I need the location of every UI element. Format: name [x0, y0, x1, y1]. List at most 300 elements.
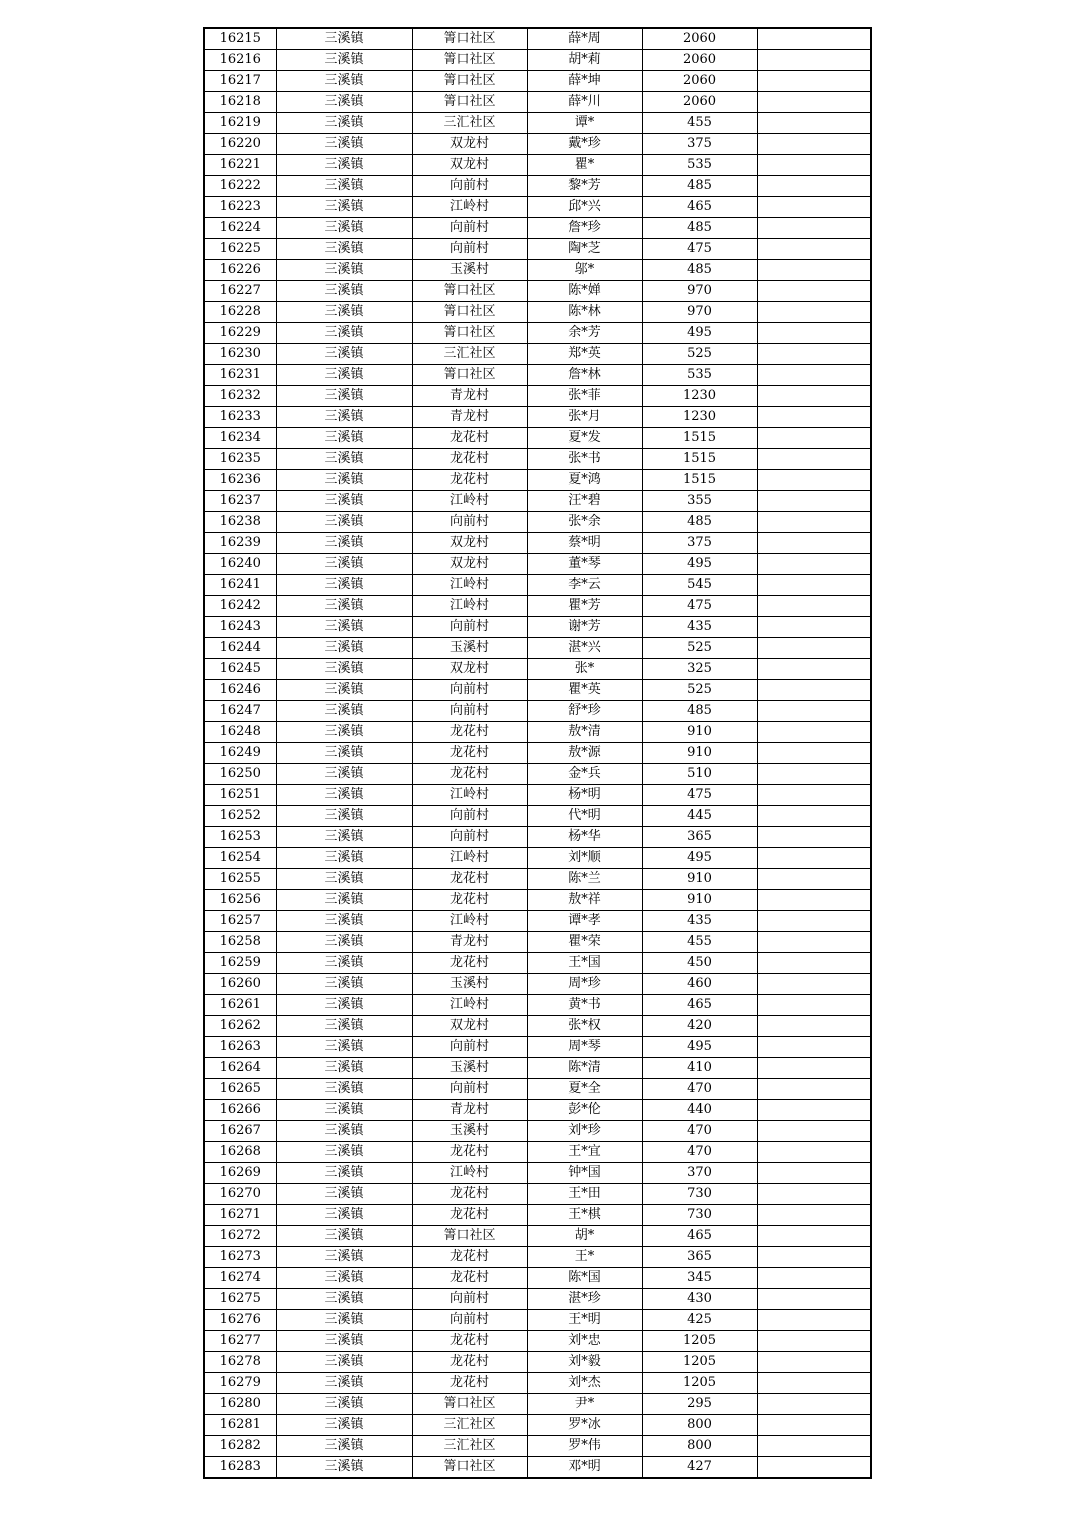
table-row [204, 1352, 871, 1373]
row-id-cell: 16277 [204, 1331, 276, 1352]
town-cell: 三溪镇 [276, 323, 412, 344]
amount-cell: 460 [642, 974, 757, 995]
name-cell: 刘*毅 [527, 1352, 642, 1373]
table-row [204, 1058, 871, 1079]
amount-cell: 435 [642, 911, 757, 932]
amount-cell: 375 [642, 533, 757, 554]
row-id-cell: 16216 [204, 50, 276, 71]
name-cell: 瞿*英 [527, 680, 642, 701]
town-cell: 三溪镇 [276, 869, 412, 890]
amount-cell: 800 [642, 1436, 757, 1457]
village-cell: 江岭村 [412, 995, 527, 1016]
amount-cell: 465 [642, 1226, 757, 1247]
table-row [204, 785, 871, 806]
row-id-cell: 16234 [204, 428, 276, 449]
row-id-cell: 16269 [204, 1163, 276, 1184]
town-cell: 三溪镇 [276, 155, 412, 176]
town-cell: 三溪镇 [276, 995, 412, 1016]
amount-cell: 1230 [642, 407, 757, 428]
village-cell: 青龙村 [412, 1100, 527, 1121]
town-cell: 三溪镇 [276, 1373, 412, 1394]
town-cell: 三溪镇 [276, 1394, 412, 1415]
town-cell: 三溪镇 [276, 113, 412, 134]
row-id-cell: 16220 [204, 134, 276, 155]
village-cell: 玉溪村 [412, 1058, 527, 1079]
village-cell: 龙花村 [412, 1184, 527, 1205]
village-cell: 向前村 [412, 512, 527, 533]
village-cell: 青龙村 [412, 386, 527, 407]
village-cell: 向前村 [412, 218, 527, 239]
remark-cell [757, 680, 871, 701]
table-row [204, 1142, 871, 1163]
table-row [204, 1184, 871, 1205]
amount-cell: 495 [642, 1037, 757, 1058]
amount-cell: 475 [642, 239, 757, 260]
table-row [204, 428, 871, 449]
row-id-cell: 16233 [204, 407, 276, 428]
name-cell: 王* [527, 1247, 642, 1268]
table-row [204, 1247, 871, 1268]
village-cell: 向前村 [412, 806, 527, 827]
remark-cell [757, 470, 871, 491]
town-cell: 三溪镇 [276, 974, 412, 995]
table-row [204, 827, 871, 848]
amount-cell: 730 [642, 1205, 757, 1226]
town-cell: 三溪镇 [276, 260, 412, 281]
town-cell: 三溪镇 [276, 28, 412, 50]
remark-cell [757, 1352, 871, 1373]
row-id-cell: 16262 [204, 1016, 276, 1037]
remark-cell [757, 1226, 871, 1247]
name-cell: 钟*国 [527, 1163, 642, 1184]
town-cell: 三溪镇 [276, 512, 412, 533]
table-row [204, 953, 871, 974]
table-row [204, 92, 871, 113]
amount-cell: 345 [642, 1268, 757, 1289]
table-row [204, 1079, 871, 1100]
remark-cell [757, 512, 871, 533]
row-id-cell: 16264 [204, 1058, 276, 1079]
amount-cell: 365 [642, 827, 757, 848]
amount-cell: 325 [642, 659, 757, 680]
remark-cell [757, 155, 871, 176]
village-cell: 向前村 [412, 1079, 527, 1100]
village-cell: 江岭村 [412, 575, 527, 596]
village-cell: 箐口社区 [412, 365, 527, 386]
village-cell: 向前村 [412, 680, 527, 701]
row-id-cell: 16268 [204, 1142, 276, 1163]
remark-cell [757, 554, 871, 575]
remark-cell [757, 344, 871, 365]
remark-cell [757, 1184, 871, 1205]
name-cell: 敖*清 [527, 722, 642, 743]
village-cell: 三汇社区 [412, 344, 527, 365]
amount-cell: 730 [642, 1184, 757, 1205]
town-cell: 三溪镇 [276, 281, 412, 302]
table-row [204, 764, 871, 785]
town-cell: 三溪镇 [276, 764, 412, 785]
name-cell: 黎*芳 [527, 176, 642, 197]
village-cell: 龙花村 [412, 470, 527, 491]
table-row [204, 323, 871, 344]
name-cell: 谭* [527, 113, 642, 134]
village-cell: 箐口社区 [412, 1457, 527, 1479]
town-cell: 三溪镇 [276, 701, 412, 722]
amount-cell: 465 [642, 995, 757, 1016]
remark-cell [757, 890, 871, 911]
town-cell: 三溪镇 [276, 407, 412, 428]
remark-cell [757, 1247, 871, 1268]
amount-cell: 2060 [642, 71, 757, 92]
name-cell: 张*书 [527, 449, 642, 470]
table-row [204, 512, 871, 533]
village-cell: 双龙村 [412, 554, 527, 575]
town-cell: 三溪镇 [276, 1415, 412, 1436]
village-cell: 江岭村 [412, 911, 527, 932]
name-cell: 舒*珍 [527, 701, 642, 722]
town-cell: 三溪镇 [276, 806, 412, 827]
row-id-cell: 16241 [204, 575, 276, 596]
row-id-cell: 16260 [204, 974, 276, 995]
table-row [204, 1457, 871, 1479]
town-cell: 三溪镇 [276, 1142, 412, 1163]
table-row [204, 533, 871, 554]
amount-cell: 475 [642, 596, 757, 617]
name-cell: 余*芳 [527, 323, 642, 344]
town-cell: 三溪镇 [276, 1037, 412, 1058]
amount-cell: 525 [642, 344, 757, 365]
amount-cell: 910 [642, 890, 757, 911]
amount-cell: 910 [642, 743, 757, 764]
remark-cell [757, 71, 871, 92]
row-id-cell: 16215 [204, 28, 276, 50]
name-cell: 董*琴 [527, 554, 642, 575]
town-cell: 三溪镇 [276, 575, 412, 596]
remark-cell [757, 974, 871, 995]
town-cell: 三溪镇 [276, 1268, 412, 1289]
data-table [203, 27, 872, 1479]
remark-cell [757, 1289, 871, 1310]
town-cell: 三溪镇 [276, 365, 412, 386]
name-cell: 瞿*芳 [527, 596, 642, 617]
town-cell: 三溪镇 [276, 428, 412, 449]
table-row [204, 617, 871, 638]
town-cell: 三溪镇 [276, 176, 412, 197]
remark-cell [757, 1331, 871, 1352]
amount-cell: 495 [642, 848, 757, 869]
town-cell: 三溪镇 [276, 1331, 412, 1352]
name-cell: 张*权 [527, 1016, 642, 1037]
remark-cell [757, 638, 871, 659]
town-cell: 三溪镇 [276, 554, 412, 575]
row-id-cell: 16276 [204, 1310, 276, 1331]
town-cell: 三溪镇 [276, 1457, 412, 1479]
table-row [204, 155, 871, 176]
town-cell: 三溪镇 [276, 533, 412, 554]
table-row [204, 407, 871, 428]
row-id-cell: 16243 [204, 617, 276, 638]
table-row [204, 1163, 871, 1184]
amount-cell: 410 [642, 1058, 757, 1079]
name-cell: 张*余 [527, 512, 642, 533]
town-cell: 三溪镇 [276, 1289, 412, 1310]
town-cell: 三溪镇 [276, 785, 412, 806]
row-id-cell: 16250 [204, 764, 276, 785]
name-cell: 王*明 [527, 1310, 642, 1331]
amount-cell: 440 [642, 1100, 757, 1121]
remark-cell [757, 1163, 871, 1184]
name-cell: 刘*顺 [527, 848, 642, 869]
row-id-cell: 16236 [204, 470, 276, 491]
amount-cell: 910 [642, 869, 757, 890]
village-cell: 向前村 [412, 1310, 527, 1331]
row-id-cell: 16274 [204, 1268, 276, 1289]
village-cell: 箐口社区 [412, 323, 527, 344]
table-row [204, 743, 871, 764]
name-cell: 杨*明 [527, 785, 642, 806]
town-cell: 三溪镇 [276, 1205, 412, 1226]
village-cell: 双龙村 [412, 659, 527, 680]
amount-cell: 495 [642, 554, 757, 575]
remark-cell [757, 365, 871, 386]
table-row [204, 701, 871, 722]
remark-cell [757, 869, 871, 890]
village-cell: 双龙村 [412, 134, 527, 155]
table-row [204, 1100, 871, 1121]
remark-cell [757, 386, 871, 407]
name-cell: 胡*莉 [527, 50, 642, 71]
row-id-cell: 16279 [204, 1373, 276, 1394]
town-cell: 三溪镇 [276, 92, 412, 113]
town-cell: 三溪镇 [276, 1247, 412, 1268]
amount-cell: 2060 [642, 50, 757, 71]
row-id-cell: 16219 [204, 113, 276, 134]
row-id-cell: 16237 [204, 491, 276, 512]
table-row [204, 386, 871, 407]
village-cell: 箐口社区 [412, 1394, 527, 1415]
row-id-cell: 16232 [204, 386, 276, 407]
amount-cell: 430 [642, 1289, 757, 1310]
row-id-cell: 16252 [204, 806, 276, 827]
row-id-cell: 16256 [204, 890, 276, 911]
village-cell: 龙花村 [412, 1205, 527, 1226]
town-cell: 三溪镇 [276, 302, 412, 323]
table-row [204, 1373, 871, 1394]
village-cell: 三汇社区 [412, 113, 527, 134]
row-id-cell: 16227 [204, 281, 276, 302]
row-id-cell: 16266 [204, 1100, 276, 1121]
amount-cell: 525 [642, 680, 757, 701]
village-cell: 龙花村 [412, 1268, 527, 1289]
amount-cell: 1205 [642, 1331, 757, 1352]
table-row [204, 218, 871, 239]
row-id-cell: 16224 [204, 218, 276, 239]
remark-cell [757, 848, 871, 869]
table-row [204, 1205, 871, 1226]
village-cell: 向前村 [412, 239, 527, 260]
table-row [204, 1037, 871, 1058]
remark-cell [757, 1394, 871, 1415]
name-cell: 罗*伟 [527, 1436, 642, 1457]
name-cell: 王*田 [527, 1184, 642, 1205]
remark-cell [757, 428, 871, 449]
village-cell: 箐口社区 [412, 28, 527, 50]
village-cell: 箐口社区 [412, 50, 527, 71]
remark-cell [757, 722, 871, 743]
table-row [204, 659, 871, 680]
amount-cell: 970 [642, 281, 757, 302]
name-cell: 谢*芳 [527, 617, 642, 638]
table-row [204, 197, 871, 218]
amount-cell: 1515 [642, 449, 757, 470]
remark-cell [757, 1142, 871, 1163]
row-id-cell: 16247 [204, 701, 276, 722]
remark-cell [757, 533, 871, 554]
amount-cell: 485 [642, 512, 757, 533]
amount-cell: 470 [642, 1079, 757, 1100]
amount-cell: 475 [642, 785, 757, 806]
row-id-cell: 16280 [204, 1394, 276, 1415]
amount-cell: 485 [642, 701, 757, 722]
village-cell: 龙花村 [412, 1142, 527, 1163]
town-cell: 三溪镇 [276, 344, 412, 365]
village-cell: 玉溪村 [412, 260, 527, 281]
town-cell: 三溪镇 [276, 1184, 412, 1205]
name-cell: 陈*国 [527, 1268, 642, 1289]
name-cell: 张*菲 [527, 386, 642, 407]
village-cell: 三汇社区 [412, 1436, 527, 1457]
name-cell: 陈*婵 [527, 281, 642, 302]
amount-cell: 445 [642, 806, 757, 827]
row-id-cell: 16235 [204, 449, 276, 470]
row-id-cell: 16259 [204, 953, 276, 974]
table-row [204, 869, 871, 890]
row-id-cell: 16265 [204, 1079, 276, 1100]
amount-cell: 1205 [642, 1373, 757, 1394]
name-cell: 王*棋 [527, 1205, 642, 1226]
remark-cell [757, 1373, 871, 1394]
remark-cell [757, 260, 871, 281]
village-cell: 江岭村 [412, 785, 527, 806]
amount-cell: 295 [642, 1394, 757, 1415]
town-cell: 三溪镇 [276, 827, 412, 848]
name-cell: 罗*冰 [527, 1415, 642, 1436]
row-id-cell: 16253 [204, 827, 276, 848]
name-cell: 瞿* [527, 155, 642, 176]
name-cell: 夏*全 [527, 1079, 642, 1100]
row-id-cell: 16278 [204, 1352, 276, 1373]
row-id-cell: 16273 [204, 1247, 276, 1268]
town-cell: 三溪镇 [276, 1079, 412, 1100]
row-id-cell: 16257 [204, 911, 276, 932]
amount-cell: 450 [642, 953, 757, 974]
town-cell: 三溪镇 [276, 1310, 412, 1331]
village-cell: 箐口社区 [412, 281, 527, 302]
name-cell: 蔡*明 [527, 533, 642, 554]
remark-cell [757, 1415, 871, 1436]
row-id-cell: 16240 [204, 554, 276, 575]
row-id-cell: 16282 [204, 1436, 276, 1457]
table-row [204, 365, 871, 386]
amount-cell: 470 [642, 1121, 757, 1142]
town-cell: 三溪镇 [276, 617, 412, 638]
remark-cell [757, 113, 871, 134]
table-row [204, 806, 871, 827]
table-row [204, 134, 871, 155]
town-cell: 三溪镇 [276, 932, 412, 953]
town-cell: 三溪镇 [276, 743, 412, 764]
village-cell: 江岭村 [412, 491, 527, 512]
remark-cell [757, 953, 871, 974]
remark-cell [757, 764, 871, 785]
village-cell: 江岭村 [412, 596, 527, 617]
name-cell: 詹*珍 [527, 218, 642, 239]
village-cell: 龙花村 [412, 1352, 527, 1373]
village-cell: 龙花村 [412, 890, 527, 911]
town-cell: 三溪镇 [276, 848, 412, 869]
amount-cell: 435 [642, 617, 757, 638]
amount-cell: 425 [642, 1310, 757, 1331]
row-id-cell: 16248 [204, 722, 276, 743]
amount-cell: 485 [642, 218, 757, 239]
table-row [204, 911, 871, 932]
row-id-cell: 16218 [204, 92, 276, 113]
row-id-cell: 16229 [204, 323, 276, 344]
name-cell: 陶*芝 [527, 239, 642, 260]
village-cell: 箐口社区 [412, 71, 527, 92]
town-cell: 三溪镇 [276, 911, 412, 932]
village-cell: 龙花村 [412, 1247, 527, 1268]
remark-cell [757, 911, 871, 932]
amount-cell: 1515 [642, 428, 757, 449]
name-cell: 谭*孝 [527, 911, 642, 932]
table-row [204, 1394, 871, 1415]
row-id-cell: 16221 [204, 155, 276, 176]
row-id-cell: 16272 [204, 1226, 276, 1247]
name-cell: 刘*珍 [527, 1121, 642, 1142]
remark-cell [757, 575, 871, 596]
remark-cell [757, 995, 871, 1016]
remark-cell [757, 28, 871, 50]
name-cell: 陈*兰 [527, 869, 642, 890]
remark-cell [757, 1037, 871, 1058]
row-id-cell: 16263 [204, 1037, 276, 1058]
amount-cell: 1515 [642, 470, 757, 491]
name-cell: 金*兵 [527, 764, 642, 785]
village-cell: 青龙村 [412, 407, 527, 428]
amount-cell: 470 [642, 1142, 757, 1163]
amount-cell: 2060 [642, 92, 757, 113]
village-cell: 江岭村 [412, 848, 527, 869]
village-cell: 箐口社区 [412, 302, 527, 323]
remark-cell [757, 1058, 871, 1079]
name-cell: 代*明 [527, 806, 642, 827]
village-cell: 玉溪村 [412, 974, 527, 995]
table-row [204, 1331, 871, 1352]
table-body [204, 28, 871, 1478]
row-id-cell: 16225 [204, 239, 276, 260]
amount-cell: 525 [642, 638, 757, 659]
village-cell: 向前村 [412, 176, 527, 197]
town-cell: 三溪镇 [276, 50, 412, 71]
town-cell: 三溪镇 [276, 1121, 412, 1142]
row-id-cell: 16281 [204, 1415, 276, 1436]
table-row [204, 1310, 871, 1331]
table-row [204, 302, 871, 323]
remark-cell [757, 1121, 871, 1142]
row-id-cell: 16271 [204, 1205, 276, 1226]
town-cell: 三溪镇 [276, 239, 412, 260]
